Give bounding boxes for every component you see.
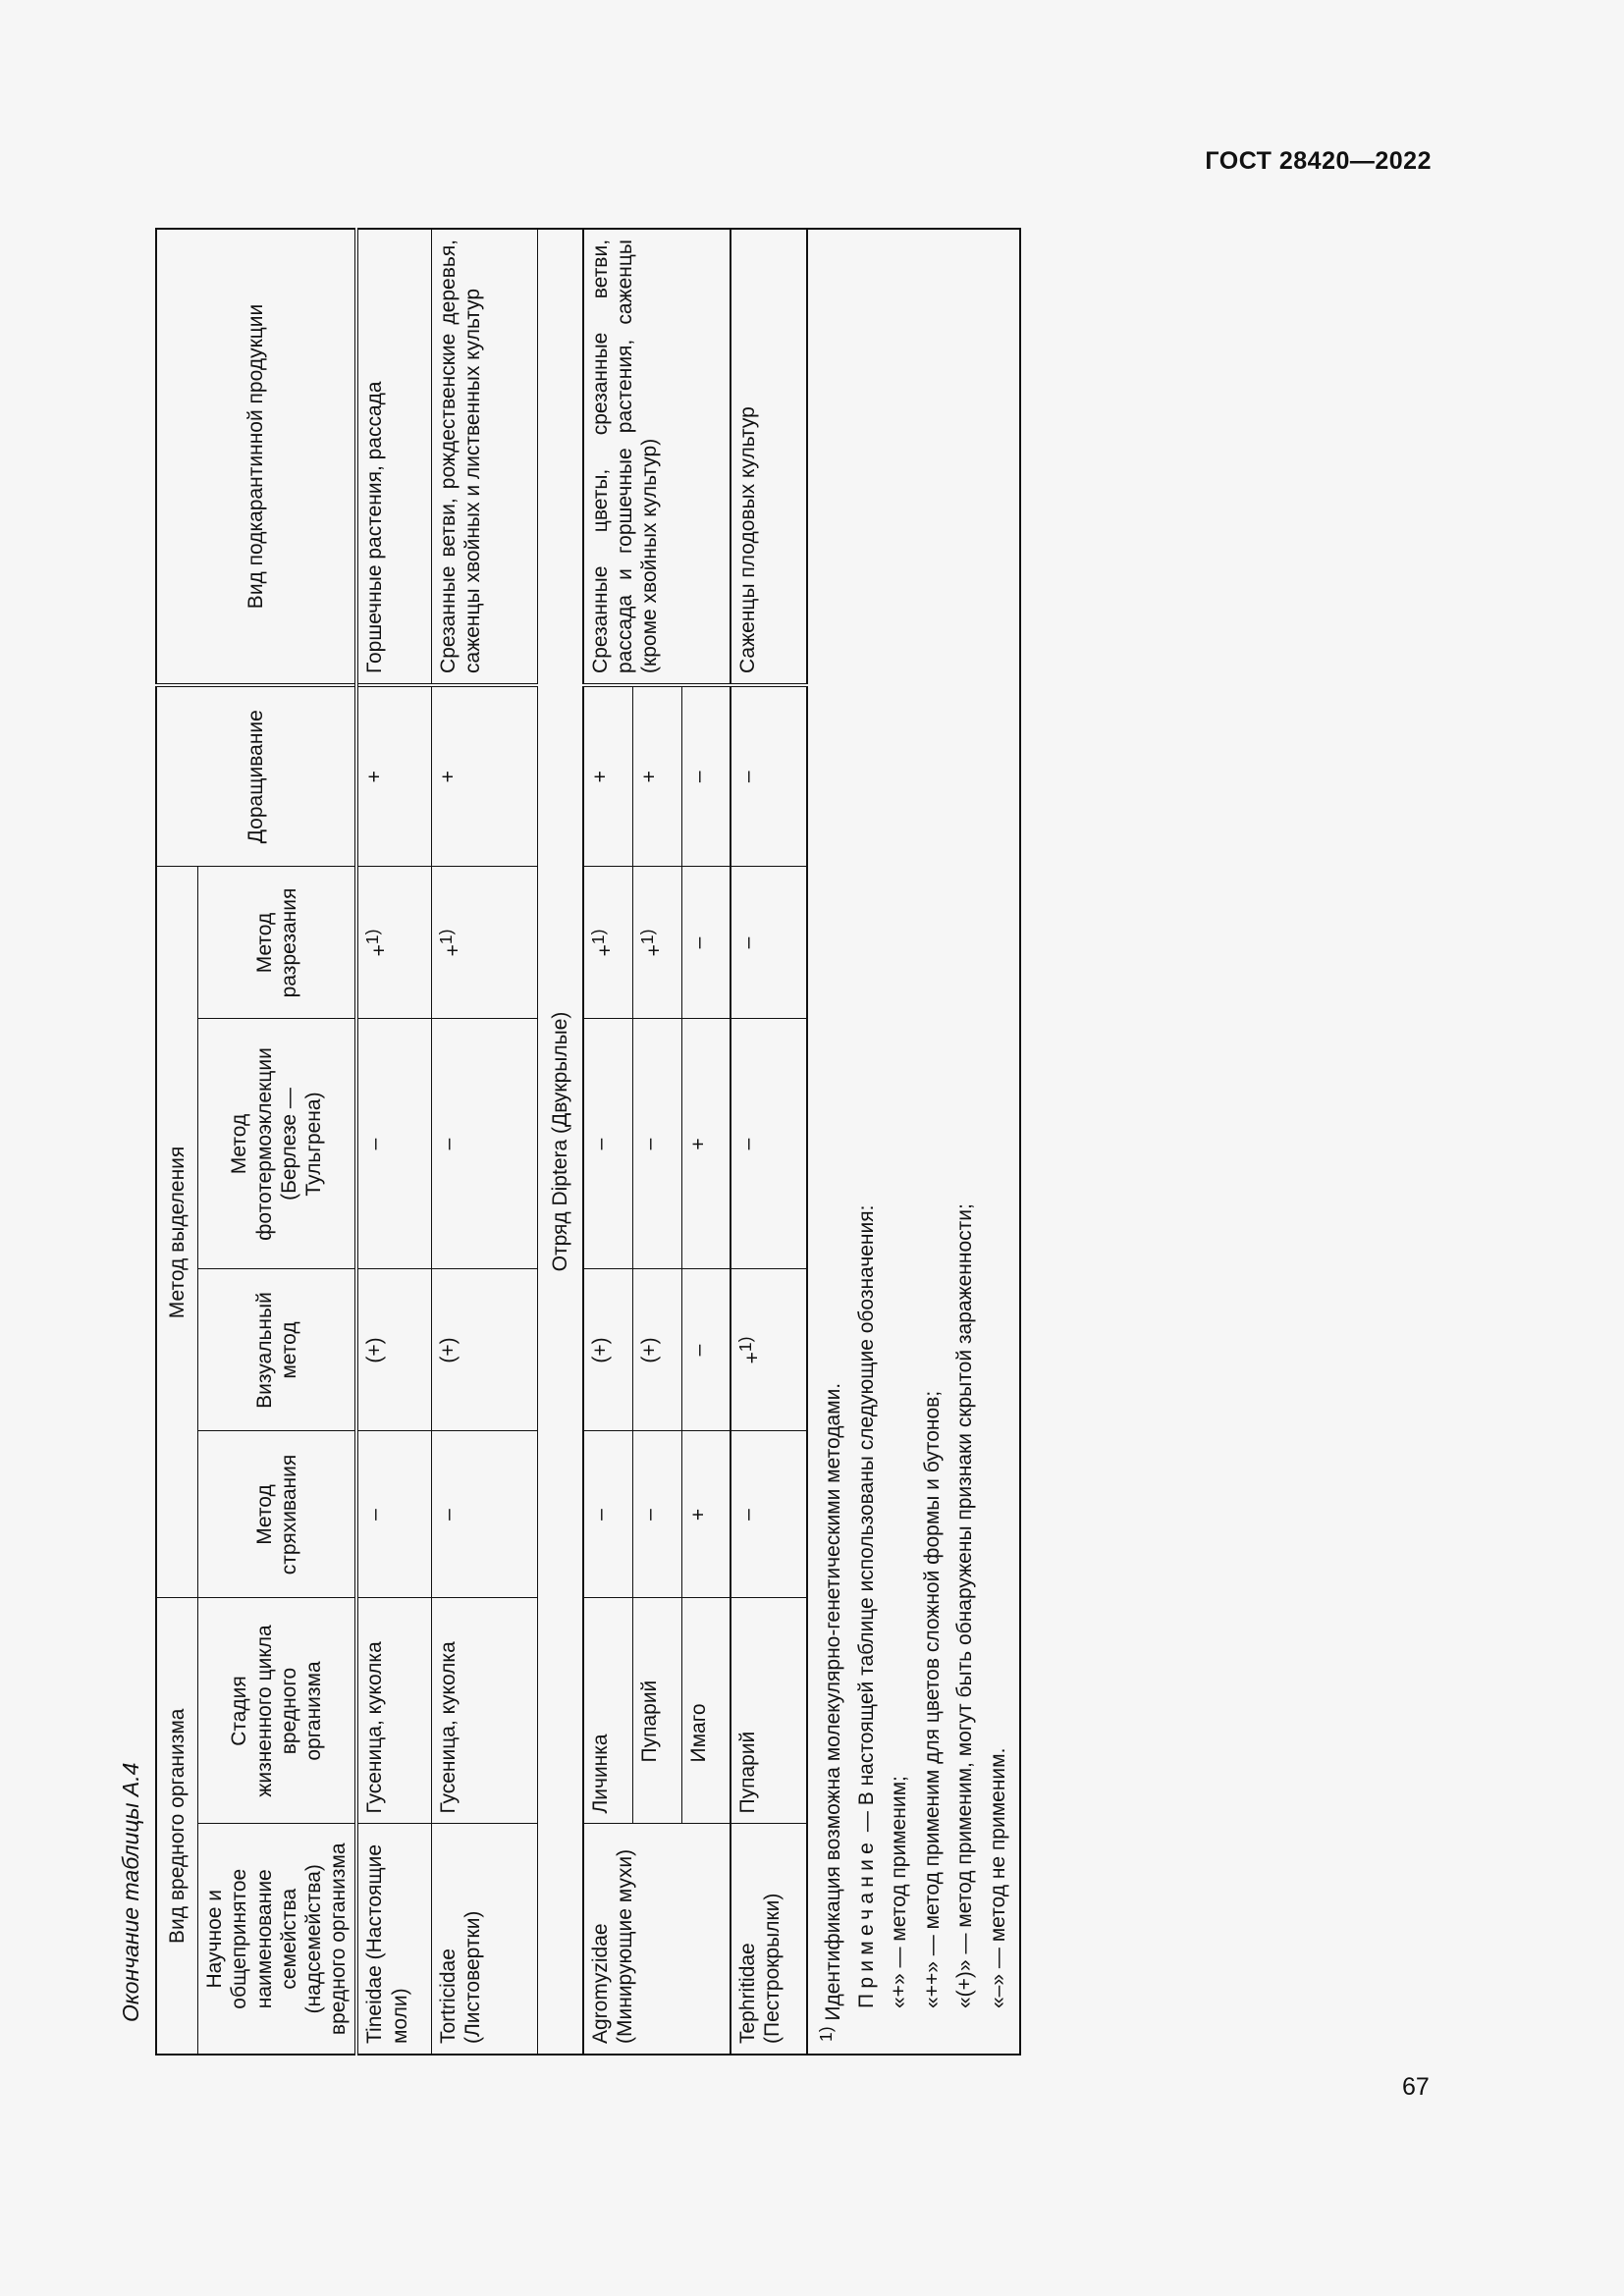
- shake-cell: –: [583, 1431, 632, 1598]
- product-cell: Саженцы плодовых культур: [731, 229, 807, 685]
- header-product: Вид подкарантинной продукции: [156, 229, 356, 685]
- footnote: [812, 240, 850, 2044]
- footnote-mark: 1): [816, 2026, 836, 2042]
- table-notes: [807, 229, 1020, 2055]
- visual-cell: (+): [583, 1269, 632, 1431]
- shake-cell: –: [356, 1431, 431, 1598]
- footnote-ref: 1): [588, 929, 608, 945]
- header-organism: Вид вредного организма: [156, 1598, 198, 2055]
- shake-cell: –: [431, 1431, 537, 1598]
- order-subheading: Отряд Diptera (Двукрылые): [537, 229, 583, 2055]
- header-family: Научное и общепринятое наименование семейства (надсемейства) вредного организма: [198, 1824, 357, 2055]
- header-shake: Метод стряхивания: [198, 1431, 357, 1598]
- stage-cell: Гусеница, куколка: [431, 1598, 537, 1824]
- photo-cell: –: [583, 1019, 632, 1269]
- footnote-text: Идентификация возможна молекулярно-генетическими методами.: [822, 1382, 844, 2021]
- order-subheading-row: [537, 229, 583, 2055]
- photo-cell: –: [731, 1019, 807, 1269]
- growing-cell: +: [356, 685, 431, 867]
- rotated-table-block: [108, 216, 1051, 2061]
- group-header-row: [156, 229, 198, 2055]
- header-visual: Визуальный метод: [198, 1269, 357, 1431]
- cut-cell: [356, 867, 431, 1019]
- photo-cell: –: [632, 1019, 681, 1269]
- table-caption: Окончание таблицы А.4: [118, 1762, 143, 2022]
- photo-cell: –: [431, 1019, 537, 1269]
- growing-cell: +: [431, 685, 537, 867]
- visual-cell: (+): [431, 1269, 537, 1431]
- family-cell: Tephritidae (Пестрокрылки): [731, 1824, 807, 2055]
- cut-cell: –: [681, 867, 731, 1019]
- product-cell: Горшечные растения, рассада: [356, 229, 431, 685]
- family-cell: Agromyzidae (Минирующие мухи): [583, 1824, 731, 2055]
- growing-cell: +: [583, 685, 632, 867]
- product-cell: Срезанные цветы, срезанные ветви, рассада и горшечные растения, саженцы (кроме хвойных культур): [583, 229, 731, 685]
- photo-cell: +: [681, 1019, 731, 1269]
- visual-cell: –: [681, 1269, 731, 1431]
- legend-item: «+» — метод применим;: [888, 1776, 911, 2008]
- photo-cell: –: [356, 1019, 431, 1269]
- header-photo: Метод фототермоэклекции (Берлезе — Тульгрена): [198, 1019, 357, 1269]
- page-number: 67: [1402, 2073, 1430, 2101]
- shake-cell: –: [731, 1431, 807, 1598]
- header-cut: Метод разрезания: [198, 867, 357, 1019]
- pest-table: [155, 228, 1021, 2056]
- footnote-ref: 1): [636, 929, 657, 945]
- cut-value: +: [642, 944, 666, 957]
- visual-value: +: [741, 1352, 764, 1364]
- notes-row: [807, 229, 1020, 2055]
- cut-cell: –: [731, 867, 807, 1019]
- cut-value: +: [441, 944, 464, 957]
- visual-cell: [731, 1269, 807, 1431]
- footnote-ref: 1): [362, 929, 383, 945]
- visual-cell: (+): [356, 1269, 431, 1431]
- growing-cell: –: [731, 685, 807, 867]
- cut-cell: [583, 867, 632, 1019]
- stage-cell: Имаго: [681, 1598, 731, 1824]
- document-id: ГОСТ 28420—2022: [1205, 147, 1432, 175]
- stage-cell: Гусеница, куколка: [356, 1598, 431, 1824]
- table-row: [356, 229, 431, 2055]
- note-text: — В настоящей таблице использованы следующие обозначения:: [854, 1204, 878, 1833]
- footnote-ref: 1): [735, 1336, 755, 1353]
- legend-item: «(+)» — метод применим, могут быть обнаружены признаки скрытой зараженности;: [953, 1203, 977, 2008]
- table-row: [731, 229, 807, 2055]
- cut-cell: [431, 867, 537, 1019]
- table-row: [431, 229, 537, 2055]
- header-method: Метод выделения: [156, 867, 198, 1598]
- stage-cell: Личинка: [583, 1598, 632, 1824]
- product-cell: Срезанные ветви, рождественские деревья, саженцы хвойных и лиственных культур: [431, 229, 537, 685]
- cut-value: +: [368, 944, 392, 957]
- visual-cell: (+): [632, 1269, 681, 1431]
- growing-cell: –: [681, 685, 731, 867]
- shake-cell: –: [632, 1431, 681, 1598]
- growing-cell: +: [632, 685, 681, 867]
- family-cell: Tineidae (Настоящие моли): [356, 1824, 431, 2055]
- cut-cell: [632, 867, 681, 1019]
- table-row: [583, 229, 632, 2055]
- legend-item: «++» — метод применим для цветов сложной формы и бутонов;: [920, 1390, 944, 2008]
- family-cell: Tortricidae (Листовертки): [431, 1824, 537, 2055]
- header-growing: Доращивание: [156, 685, 356, 867]
- note-lead: Примечание: [854, 1837, 878, 2008]
- note: [850, 240, 884, 2044]
- stage-cell: Пупарий: [731, 1598, 807, 1824]
- shake-cell: +: [681, 1431, 731, 1598]
- footnote-ref: 1): [435, 929, 456, 945]
- legend-item: «–» — метод не применим.: [986, 1747, 1009, 2008]
- cut-value: +: [594, 944, 617, 957]
- header-stage: Стадия жизненного цикла вредного организма: [198, 1598, 357, 1824]
- stage-cell: Пупарий: [632, 1598, 681, 1824]
